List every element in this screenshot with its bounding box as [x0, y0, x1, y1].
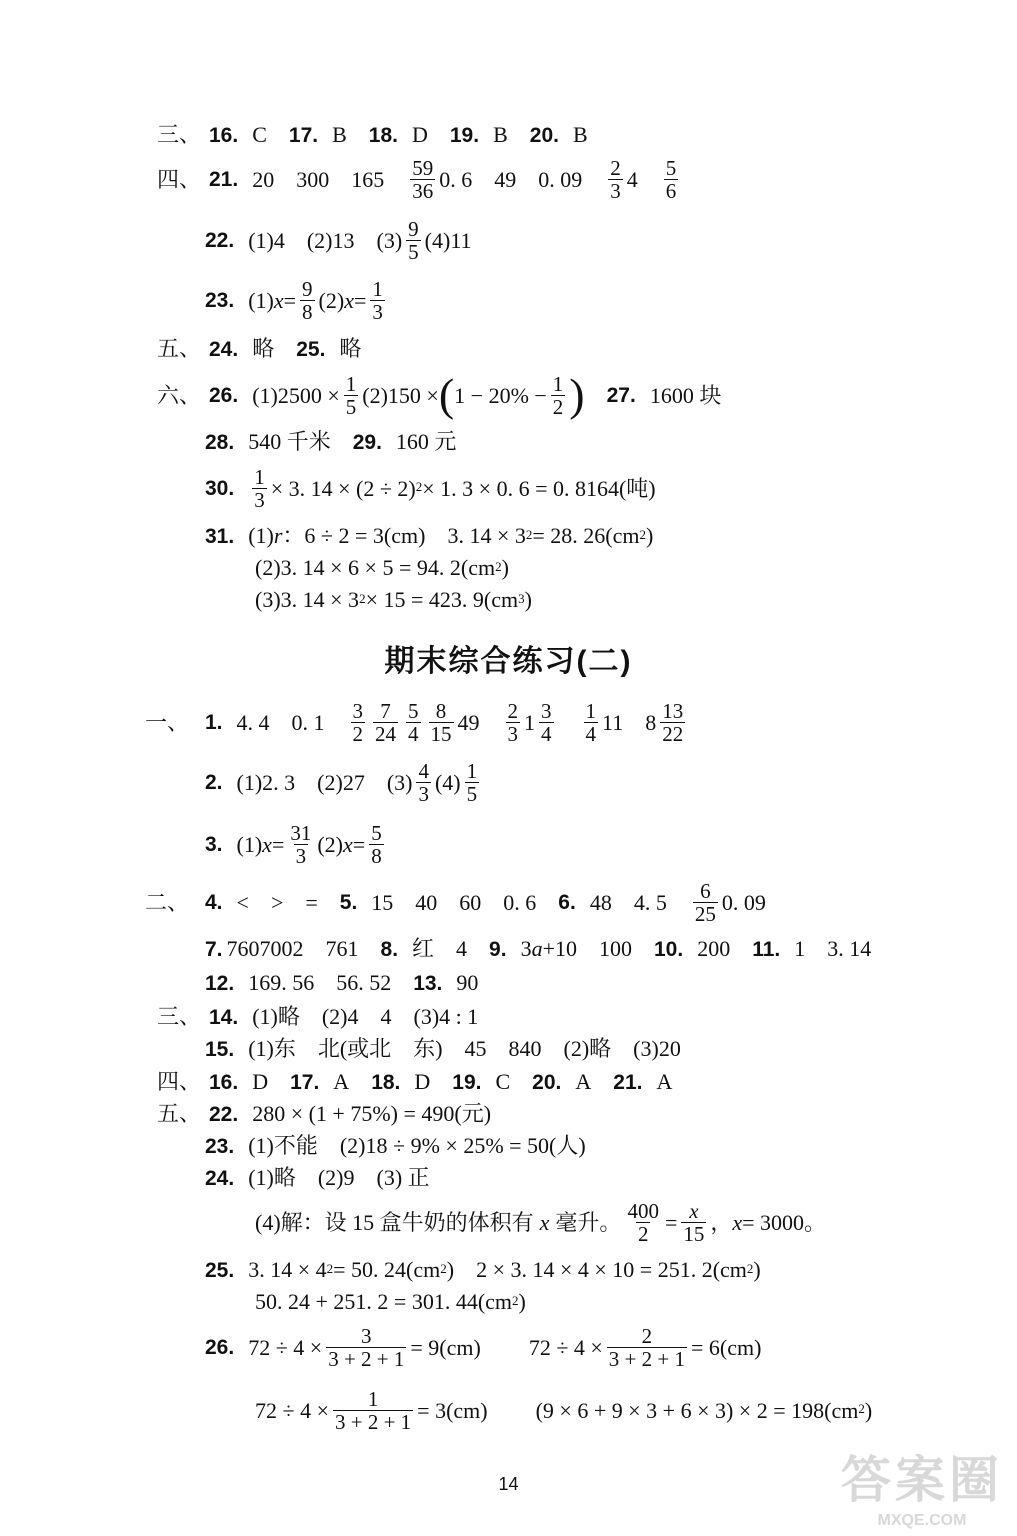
answer: 北(或北: [317, 1036, 392, 1061]
line-7: [205, 938, 871, 960]
answer: (1)2. 3: [236, 769, 296, 795]
fraction: 2 3: [610, 156, 621, 204]
answer: 2 × 3. 14 × 4 × 10 = 251. 2(cm: [476, 1257, 747, 1282]
line-wu-2: [157, 1103, 491, 1125]
line-san: [157, 124, 610, 146]
variable: x: [273, 287, 284, 313]
answer: 40: [415, 889, 438, 915]
answer: >: [270, 889, 284, 915]
question-number: 25.: [205, 1258, 235, 1282]
fraction: $\frac{1}{5}$: [345, 372, 357, 420]
watermark: [841, 1440, 1003, 1530]
question-number: 5.: [339, 891, 358, 915]
fraction: $\frac{1}{3}$: [372, 277, 383, 325]
section-marker: 五、: [157, 1101, 202, 1126]
answer: 200: [697, 936, 731, 961]
answer: 49: [494, 166, 517, 192]
answer: 20: [252, 166, 275, 192]
question-number: 7.: [205, 937, 223, 961]
question-number: 19.: [449, 123, 480, 147]
question-number: 21.: [613, 1070, 643, 1094]
question-number: 24.: [209, 337, 239, 361]
answer: 15: [371, 889, 394, 915]
fraction: 5 4: [408, 699, 419, 747]
answer: 4. 5: [633, 889, 667, 915]
answer: A: [333, 1069, 350, 1094]
answer: (1): [236, 831, 263, 857]
answer: 4: [380, 1004, 392, 1029]
fraction: 6 25: [694, 879, 716, 927]
answer: (3): [376, 227, 403, 253]
watermark-url: MXQE.COM: [877, 1512, 967, 1529]
answer: 4. 4: [236, 709, 270, 735]
answer: (1)东: [248, 1036, 296, 1061]
answer: 60: [459, 889, 482, 915]
answer: 0. 1: [291, 709, 325, 735]
answer: (1)4: [248, 227, 285, 253]
answer: 1 − 20% −: [454, 382, 547, 408]
section-marker: 五、: [157, 336, 202, 361]
answer: ): [753, 1257, 761, 1282]
answer: 0. 09: [721, 889, 766, 915]
answer: (2)3. 14 × 6 × 5 = 94. 2(cm: [255, 555, 496, 580]
question-number: 15.: [205, 1037, 235, 1061]
answer: 东): [413, 1036, 443, 1061]
answer: (2)4: [321, 1004, 359, 1029]
section-marker: 三、: [157, 122, 202, 147]
answer: (2)9: [317, 1165, 355, 1190]
question-number: 17.: [290, 1070, 320, 1094]
equals: =: [353, 287, 367, 313]
fraction: $\frac{31}{3}$: [290, 821, 312, 869]
answer: 90: [456, 970, 479, 995]
answer: 毫升。: [555, 1209, 622, 1235]
variable: x: [732, 1209, 743, 1235]
answer: D: [252, 1069, 269, 1094]
section-marker: 一、: [145, 709, 190, 735]
section-marker: 六、: [157, 382, 202, 408]
right-paren: ): [569, 369, 585, 421]
equals: =: [664, 1209, 678, 1235]
answer: 红: [412, 936, 435, 961]
question-number: 19.: [452, 1070, 482, 1094]
question-number: 6.: [558, 891, 576, 915]
section-title: 期末综合练习(二): [384, 645, 633, 678]
answer: 4: [456, 936, 468, 961]
answer: 72 ÷ 4 ×: [248, 1334, 323, 1360]
question-number: 16.: [209, 1070, 239, 1094]
fraction: $\frac{1}{3 + 2 + 1}$: [334, 1387, 412, 1435]
line-24b: [205, 1167, 430, 1189]
answer: 0. 6: [503, 889, 537, 915]
answer: ，: [710, 1209, 733, 1235]
answer: (1)略: [248, 1165, 296, 1190]
answer: (2)13: [306, 227, 355, 253]
fraction: $\frac{5}{8}$: [371, 821, 382, 869]
answer: 4: [626, 166, 638, 192]
answer: 540 千米: [248, 429, 331, 454]
question-number: 30.: [205, 477, 235, 501]
answer: 3. 14 × 4: [248, 1257, 327, 1282]
line-31-2: [255, 557, 509, 579]
question-number: 22.: [205, 229, 235, 253]
question-number: 24.: [205, 1166, 235, 1190]
answer: 50. 24 + 251. 2 = 301. 44(cm: [255, 1289, 513, 1314]
answer: B: [493, 122, 508, 147]
answer: × 3. 14 × (2 ÷ 2): [270, 475, 416, 501]
exponent: 2: [359, 590, 366, 606]
answer: 49: [457, 709, 480, 735]
question-number: 20.: [529, 123, 559, 147]
answer: 761: [325, 936, 359, 961]
variable: x: [262, 831, 272, 857]
answer: 3: [520, 936, 532, 961]
variable: x: [343, 831, 353, 857]
answer: (1)略: [252, 1004, 300, 1029]
answer: ): [524, 587, 532, 612]
line-si: [157, 157, 682, 202]
question-number: 25.: [296, 337, 326, 361]
answer: 11: [602, 709, 624, 735]
answer: (3)3. 14 × 3: [255, 587, 360, 612]
exponent: 2: [326, 1260, 334, 1276]
answer: (2)27: [317, 769, 365, 795]
question-number: 26.: [209, 384, 239, 408]
watermark-logo: 答案圈: [841, 1452, 1003, 1508]
answer: <: [236, 889, 249, 915]
section-marker: 二、: [145, 889, 190, 915]
answer: 169. 56: [248, 970, 315, 995]
variable: x: [344, 287, 354, 313]
answer: 165: [351, 166, 385, 192]
answer: (2): [317, 831, 344, 857]
answer: 840: [508, 1036, 542, 1061]
section-marker: 四、: [157, 166, 202, 192]
question-number: 22.: [209, 1102, 239, 1126]
exponent: 2: [525, 526, 533, 542]
answer: (3): [386, 769, 413, 795]
answer: 3. 14 × 3: [447, 523, 526, 548]
answer: 72 ÷ 4 ×: [528, 1334, 603, 1360]
answer: = 50. 24(cm: [333, 1257, 441, 1282]
answer: × 15 = 423. 9(cm: [365, 587, 519, 612]
answer: 略: [339, 336, 362, 361]
fraction: 3 2: [352, 699, 364, 747]
question-number: 28.: [205, 430, 235, 454]
fraction: $\frac{x}{15}$: [683, 1199, 705, 1247]
answer: B: [572, 122, 588, 147]
line-3: [205, 822, 388, 867]
answer: = 3000。: [742, 1209, 827, 1235]
fraction: $\frac{2}{3 + 2 + 1}$: [608, 1324, 685, 1372]
answer: 0. 6: [439, 166, 473, 192]
exponent: 2: [415, 479, 423, 495]
exponent: 2: [746, 1260, 754, 1276]
answer: (4)11: [424, 227, 472, 253]
answer: (4): [434, 769, 461, 795]
variable: x: [539, 1209, 550, 1235]
variable: a: [531, 936, 543, 961]
line-26b-2: [255, 1388, 872, 1433]
fraction: 7 24: [375, 699, 397, 747]
question-number: 17.: [288, 123, 319, 147]
equals: =: [283, 287, 297, 313]
line-28: [205, 431, 456, 453]
question-number: 11.: [752, 937, 781, 961]
answer: (2): [318, 287, 345, 313]
line-si-2: [157, 1071, 672, 1093]
equals: =: [271, 831, 285, 857]
line-31-3: [255, 589, 532, 611]
question-number: 20.: [532, 1070, 562, 1094]
fraction: 1 5: [466, 759, 478, 807]
fraction: 1 4: [585, 699, 597, 747]
answer: 1600 块: [649, 382, 722, 408]
answer: × 1. 3 × 0. 6 = 0. 8164(吨): [422, 475, 656, 501]
answer: 3. 14: [827, 936, 872, 961]
mixed-number: 1 3 4: [524, 699, 552, 747]
fraction: $\frac{1}{3}$: [254, 465, 265, 513]
answer: C: [252, 122, 267, 147]
question-number: 2.: [205, 771, 223, 795]
answer: 100: [598, 936, 632, 961]
question-number: 23.: [205, 1134, 235, 1158]
answer: 280 × (1 + 75%) = 490(元): [252, 1101, 492, 1126]
answer: 56. 52: [336, 970, 392, 995]
fraction: $\frac{400}{2}$: [627, 1199, 659, 1247]
line-yi: [145, 700, 689, 745]
answer: ): [645, 523, 654, 548]
fraction: 2 3: [507, 699, 519, 747]
answer: C: [495, 1069, 511, 1094]
question-number: 9.: [489, 937, 507, 961]
fraction: 59 36: [412, 156, 434, 204]
answer: ): [501, 555, 509, 580]
exponent: 2: [858, 1401, 865, 1417]
answer: =: [305, 889, 318, 915]
answer: (2)150 ×: [362, 382, 439, 408]
answer: 7607002: [226, 936, 304, 961]
mixed-number: 8 13 22: [645, 699, 684, 747]
answer: ): [446, 1257, 455, 1282]
answer: 1: [794, 936, 806, 961]
fraction: $\frac{9}{8}$: [302, 277, 313, 325]
section-marker: 四、: [157, 1069, 202, 1094]
answer: (3)4 : 1: [413, 1004, 479, 1029]
line-30: [205, 466, 656, 511]
answer: 300: [296, 166, 330, 192]
answer: D: [411, 122, 428, 147]
answer: 160 元: [395, 429, 457, 454]
question-number: 1.: [205, 711, 223, 735]
section-marker: 三、: [157, 1004, 202, 1029]
line-26b: [205, 1325, 761, 1370]
line-liu: [157, 369, 722, 421]
question-number: 14.: [209, 1005, 239, 1029]
variable: r: [273, 523, 283, 548]
answer: ): [518, 1289, 526, 1314]
question-number: 18.: [371, 1070, 401, 1094]
line-23b: [205, 1135, 586, 1157]
line-23: [205, 278, 389, 323]
fraction: 9 5: [408, 217, 419, 265]
line-2: [205, 760, 483, 805]
exponent: 3: [518, 590, 525, 606]
fraction: $\frac{3}{3 + 2 + 1}$: [328, 1324, 405, 1372]
line-san-2: [157, 1006, 478, 1028]
left-paren: (: [438, 369, 455, 421]
line-25b: [205, 1259, 761, 1281]
question-number: 23.: [205, 289, 235, 313]
question-number: 21.: [209, 168, 239, 192]
question-number: 8.: [380, 937, 399, 961]
question-number: 18.: [368, 123, 398, 147]
answer: (3) 正: [376, 1165, 430, 1190]
answer: ：6 ÷ 2 = 3(cm): [282, 523, 426, 548]
question-number: 29.: [352, 430, 382, 454]
fraction: $\frac{1}{2}$: [552, 372, 564, 420]
fraction: 5 6: [665, 156, 677, 204]
question-number: 31.: [205, 524, 235, 548]
question-number: 26.: [205, 1336, 235, 1360]
answer: 略: [252, 336, 275, 361]
answer: 45: [464, 1036, 487, 1061]
answer: ): [864, 1397, 873, 1423]
question-number: 4.: [205, 891, 223, 915]
question-number: 10.: [653, 937, 684, 961]
page-number: 14: [498, 1474, 519, 1494]
answer: (4)解：设 15 盒牛奶的体积有: [255, 1209, 534, 1235]
line-wu: [157, 338, 361, 360]
answer: (2)18 ÷ 9% × 25% = 50(人): [339, 1133, 586, 1158]
answer: (2)略: [563, 1036, 612, 1061]
answer: (1): [248, 287, 274, 313]
question-number: 12.: [205, 971, 235, 995]
answer: B: [332, 122, 347, 147]
fraction: 4 3: [418, 759, 429, 807]
answer: (9 × 6 + 9 × 3 + 6 × 3) × 2 = 198(cm: [535, 1397, 859, 1423]
answer: (1)2500 ×: [252, 382, 340, 408]
answer: 0. 09: [538, 166, 583, 192]
exponent: 2: [512, 1292, 519, 1308]
answer: A: [656, 1069, 673, 1094]
answer: = 9(cm): [410, 1334, 481, 1360]
exponent: 2: [639, 526, 646, 542]
answer: (3)20: [633, 1036, 681, 1061]
line-24b-4: [255, 1200, 826, 1245]
line-25b-2: [255, 1291, 526, 1313]
question-number: 3.: [205, 833, 223, 857]
answer: = 6(cm): [690, 1334, 762, 1360]
exponent: 2: [440, 1260, 447, 1276]
answer: +10: [542, 936, 577, 961]
answer: 72 ÷ 4 ×: [255, 1397, 329, 1423]
line-15: [205, 1038, 681, 1060]
answer: (1): [248, 523, 274, 548]
line-22: [205, 218, 472, 263]
answer: = 28. 26(cm: [532, 523, 640, 548]
line-er: [145, 880, 766, 925]
line-31: [205, 525, 653, 547]
answer: A: [575, 1069, 592, 1094]
fraction: 8 15: [430, 699, 452, 747]
answer: = 3(cm): [417, 1397, 488, 1423]
question-number: 13.: [413, 971, 443, 995]
line-12: [205, 972, 478, 994]
question-number: 27.: [606, 384, 636, 408]
question-number: 16.: [209, 123, 239, 147]
answer: (1)不能: [248, 1133, 318, 1158]
answer: D: [414, 1069, 431, 1094]
exponent: 2: [495, 558, 502, 574]
equals: =: [352, 831, 366, 857]
answer: 48: [589, 889, 612, 915]
